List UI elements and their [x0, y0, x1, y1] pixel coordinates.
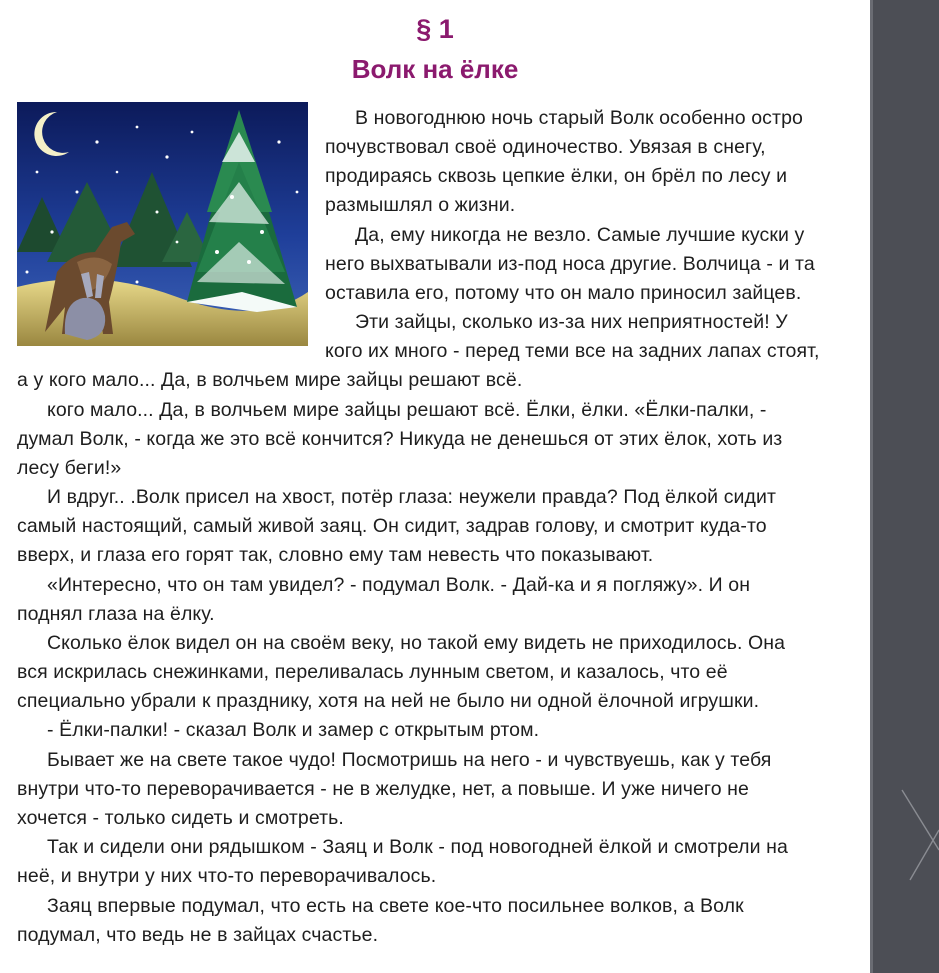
decorative-lines: [870, 0, 939, 973]
text-line: оставила его, потому что он мало приносил зайцев.: [325, 282, 802, 304]
text-line: подумал, что ведь не в зайцах счастье.: [17, 924, 379, 946]
text-line: лесу беги!»: [17, 457, 122, 479]
text-line: Да, ему никогда не везло. Самые лучшие куски у: [355, 224, 805, 246]
text-line: кого мало... Да, в волчьем мире зайцы решают всё. Ёлки, ёлки. «Ёлки-палки, -: [47, 399, 767, 421]
section-title: Волк на ёлке: [351, 54, 519, 84]
text-line: «Интересно, что он там увидел? - подумал Волк. - Дай-ка и я погляжу». И он: [47, 574, 751, 596]
text-line: а у кого мало... Да, в волчьем мире зайцы решают всё.: [17, 369, 523, 391]
text-line: - Ёлки-палки! - сказал Волк и замер с открытым ртом.: [47, 719, 540, 741]
side-panel-background: [870, 0, 939, 973]
text-line: поднял глаза на ёлку.: [17, 603, 215, 625]
text-line: Эти зайцы, сколько из-за них неприятностей! У: [355, 311, 788, 333]
text-line: вся искрилась снежинками, переливалась лунным светом, и казалось, что её: [17, 661, 728, 683]
text-line: него выхватывали из-под носа другие. Волчица - и та: [325, 253, 815, 275]
text-line: Бывает же на свете такое чудо! Посмотришь на него - и чувствуешь, как у тебя: [47, 749, 772, 771]
text-line: В новогоднюю ночь старый Волк особенно остро: [355, 107, 803, 129]
text-line: неё, и внутри у них что-то переворачивалось.: [17, 865, 437, 887]
text-line: кого их много - перед теми все на задних лапах стоят,: [325, 340, 820, 362]
text-line: И вдруг.. .Волк присел на хвост, потёр глаза: неужели правда? Под ёлкой сидит: [47, 486, 777, 508]
text-line: Так и сидели они рядышком - Заяц и Волк - под новогодней ёлкой и смотрели на: [47, 836, 788, 858]
text-line: размышлял о жизни.: [325, 194, 516, 216]
text-line: специально убрали к празднику, хотя на ней не было ни одной ёлочной игрушки.: [17, 690, 760, 712]
text-line: почувствовал своё одиночество. Увязая в снегу,: [325, 136, 766, 158]
text-line: внутри что-то переворачивается - не в желудке, нет, а повыше. И уже ничего не: [17, 778, 749, 800]
text-line: Заяц впервые подумал, что есть на свете кое-что посильнее волков, а Волк: [47, 895, 744, 917]
text-line: продираясь сквозь цепкие ёлки, он брёл по лесу и: [325, 165, 788, 187]
text-line: самый настоящий, самый живой заяц. Он сидит, задрав голову, и смотрит куда-то: [17, 515, 767, 537]
text-line: хочется - только сидеть и смотреть.: [17, 807, 344, 829]
section-number: § 1: [416, 14, 454, 44]
text-line: вверх, и глаза его горят так, словно ему там невесть что показывают.: [17, 544, 654, 566]
text-line: думал Волк, - когда же это всё кончится? Никуда не денешься от этих ёлок, хоть из: [17, 428, 783, 450]
text-line: Сколько ёлок видел он на своём веку, но такой ему видеть не приходилось. Она: [47, 632, 786, 654]
